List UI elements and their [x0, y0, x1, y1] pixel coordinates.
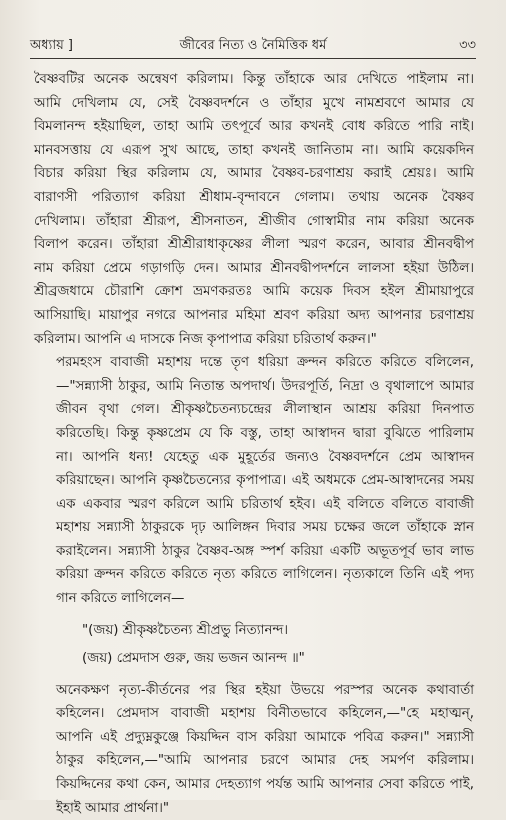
text-line: বৈষ্ণবটির অনেক অন্বেষণ করিলাম। কিন্তু তাঁহাকে আর দেখিতে পাইলাম না। [34, 72, 474, 87]
text-line: শ্রীব্রজধামে চৌরাশি ক্রোশ ভ্রমণকরতঃ আমি কয়েক দিবস হইল শ্রীমায়াপুরে [34, 284, 474, 300]
text-line: বিচার করিয়া স্থির করিলাম যে, আমার বৈষ্ণব-চরণাশ্রয় করাই শ্রেয়ঃ। আমি [34, 166, 474, 182]
text-line: না। আপনি ধন্য! যেহেতু এক মুহূর্তের জন্যও বৈষ্ণবদর্শনে প্রেম আস্বাদন [56, 449, 474, 465]
text-line: গান করিতে লাগিলেন— [56, 591, 185, 607]
text-line: কহিলেন। প্রেমদাস বাবাজী মহাশয় বিনীতভাবে কহিলেন,—"হে মহাত্মন্, [56, 706, 474, 722]
text-line: মানবসত্তায় যে এরূপ সুখ আছে, তাহা কখনই জানিতাম না। আমি কয়েকদিন [34, 142, 474, 158]
text-line: (জয়) প্রেমদাস গুরু, জয় ভজন আনন্দ ॥" [82, 650, 305, 666]
text-line: করিলাম। আপনি এ দাসকে নিজ কৃপাপাত্র করিয়া চরিতার্থ করুন।" [34, 331, 377, 347]
text-line: আমি দেখিলাম যে, সেই বৈষ্ণবদর্শনে ও তাঁহার মুখে নামশ্রবণে আমার যে [34, 95, 474, 111]
running-header [30, 36, 476, 56]
text-line: কিয়দ্দিনের কথা কেন, আমার দেহত্যাগ পর্যন্ত আমি আপনার সেবা করিতে পাই, [56, 777, 474, 793]
text-line: করিতেছি। কিন্তু কৃষ্ণপ্রেম যে কি বস্তু, তাহা আস্বাদন দ্বারা বুঝিতে পারিলাম [56, 425, 474, 441]
verse-block [34, 617, 474, 673]
text-line: আসিয়াছি। মায়াপুর নগরে আপনার মহিমা শ্রবণ করিয়া অদ্য আপনার চরণাশ্রয় [34, 307, 474, 323]
page-body [34, 68, 474, 820]
text-line: এক একবার স্মরণ করিলে আমি চরিতার্থ হইব। এই বলিতে বলিতে বাবাজী [56, 496, 474, 512]
paragraph [34, 351, 474, 611]
chapter-label: অধ্যায় ] [30, 38, 73, 53]
text-line: মহাশয় সন্ন্যাসী ঠাকুরকে দৃঢ় আলিঙ্গন দিবার সময় চক্ষের জলে তাঁহাকে স্নান [56, 520, 474, 536]
text-line: বিলাপ করেন। তাঁহারা শ্রীশ্রীরাধাকৃষ্ণের লীলা স্মরণ করেন, আবার শ্রীনবদ্বীপ [34, 237, 474, 253]
page-number: ৩৩ [459, 38, 476, 53]
header-rule [30, 58, 476, 59]
running-title: জীবের নিত্য ও নৈমিত্তিক ধর্ম [179, 38, 327, 53]
text-line: দেখিলাম। তাঁহারা শ্রীরূপ, শ্রীসনাতন, শ্রীজীব গোস্বামীর নাম করিয়া অনেক [34, 213, 474, 229]
text-line: অনেকক্ষণ নৃত্য-কীর্তনের পর স্থির হইয়া উভয়ে পরস্পর অনেক কথাবার্তা [56, 682, 474, 698]
text-line: ঠাকুর কহিলেন,—"আমি আপনার চরণে আমার দেহ সমর্পণ করিলাম। [56, 753, 474, 769]
text-line: —"সন্ন্যাসী ঠাকুর, আমি নিতান্ত অপদার্থ। উদরপূর্তি, নিদ্রা ও বৃথালাপে আমার [56, 378, 474, 394]
text-line: জীবন বৃথা গেল। শ্রীকৃষ্ণচৈতন্যচন্দ্রের লীলাস্থান আশ্রয় করিয়া দিনপাত [56, 402, 474, 418]
text-line: আপনি এই প্রদ্যুম্নকুঞ্জে কিয়দ্দিন বাস করিয়া আমাকে পবিত্র করুন।" সন্ন্যাসী [56, 729, 474, 745]
text-line: বারাণসী পরিত্যাগ করিয়া শ্রীধাম-বৃন্দাবনে গেলাম। তথায় অনেক বৈষ্ণব [34, 189, 474, 205]
text-line: নাম করিয়া প্রেমে গড়াগড়ি দেন। আমার শ্রীনবদ্বীপদর্শনে লালসা হইয়া উঠিল। [34, 260, 474, 276]
text-line: করিয়াছেন। আপনি কৃষ্ণচৈতন্যের কৃপাপাত্র। এই অধমকে প্রেম-আস্বাদনের সময় [56, 473, 474, 489]
text-line: "(জয়) শ্রীকৃষ্ণচৈতন্য শ্রীপ্রভু নিত্যানন্দ। [82, 622, 289, 638]
text-line: বিমলানন্দ হইয়াছিল, তাহা আমি তৎপূর্বে আর কখনই বোধ করিতে পারি নাই। [34, 119, 474, 135]
text-line: করিয়া ক্রন্দন করিতে করিতে নৃত্য করিতে লাগিলেন। নৃত্যকালে তিনি এই পদ্য [56, 567, 474, 583]
text-line: করাইলেন। সন্ন্যাসী ঠাকুর বৈষ্ণব-অঙ্গ স্পর্শ করিয়া একটি অভূতপূর্ব ভাব লাভ [56, 543, 474, 559]
closing-paragraph [34, 679, 474, 820]
paragraph [34, 68, 474, 351]
text-line: পরমহংস বাবাজী মহাশয় দন্তে তৃণ ধরিয়া ক্রন্দন করিতে করিতে বলিলেন, [56, 355, 474, 371]
text-line: ইহাই আমার প্রার্থনা।" [56, 800, 170, 816]
